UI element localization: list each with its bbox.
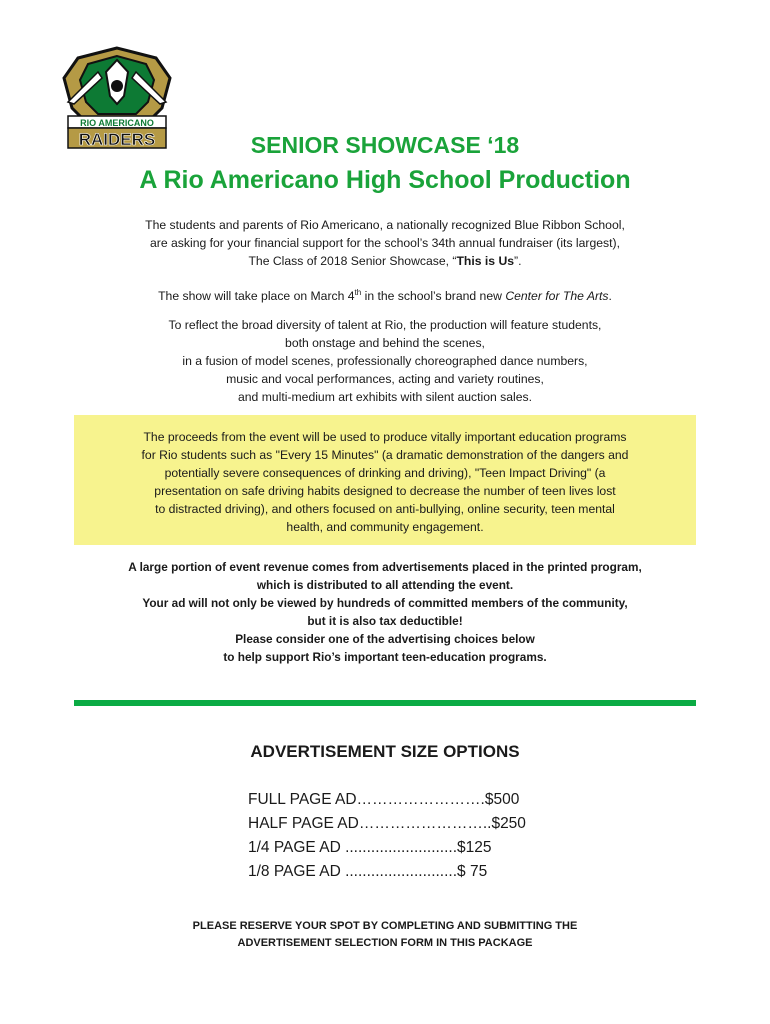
reserve-notice [0, 918, 770, 952]
page-title: SENIOR SHOWCASE ‘18 [250, 132, 520, 158]
intro-line: The students and parents of Rio Americano, a nationally recognized Blue Ribbon School, [145, 218, 625, 232]
proceeds-line: for Rio students such as "Every 15 Minutes" (a dramatic demonstration of the dangers and [141, 448, 629, 462]
ad-option-full-page: FULL PAGE AD…………………….$500 [248, 791, 520, 808]
ad-option-quarter-page: 1/4 PAGE AD ..........................$125 [248, 839, 492, 856]
proceeds-line: health, and community engagement. [286, 520, 484, 534]
show-date-paragraph: The show will take place on March 4th in the school’s brand new Center for The Arts. [158, 288, 612, 304]
reserve-notice-line: ADVERTISEMENT SELECTION FORM IN THIS PACKAGE [237, 937, 533, 949]
diversity-line: music and vocal performances, acting and variety routines, [226, 372, 544, 386]
logo-line1: RIO AMERICANO [80, 118, 154, 128]
revenue-line: but it is also tax deductible! [307, 614, 463, 628]
ad-option-half-page: HALF PAGE AD……………………..$250 [248, 815, 526, 832]
green-divider [74, 700, 696, 706]
ad-options-heading: ADVERTISEMENT SIZE OPTIONS [250, 742, 520, 761]
show-name: This is Us [456, 254, 515, 268]
revenue-line: which is distributed to all attending the event. [256, 578, 514, 592]
revenue-line: to help support Rio’s important teen-education programs. [223, 650, 547, 664]
intro-line: are asking for your financial support for the school’s 34th annual fundraiser (its largest), [150, 236, 620, 250]
page-subtitle: A Rio Americano High School Production [139, 166, 631, 194]
intro-paragraph [60, 216, 710, 270]
diversity-line: and multi-medium art exhibits with silent auction sales. [238, 390, 532, 404]
revenue-line: A large portion of event revenue comes from advertisements placed in the printed program, [128, 560, 642, 574]
revenue-line: Please consider one of the advertising choices below [235, 632, 535, 646]
logo-line2: RAIDERS [78, 130, 156, 149]
diversity-line: both onstage and behind the scenes, [285, 336, 485, 350]
diversity-line: To reflect the broad diversity of talent at Rio, the production will feature students, [168, 318, 602, 332]
reserve-notice-line: PLEASE RESERVE YOUR SPOT BY COMPLETING AND SUBMITTING THE [192, 920, 578, 932]
venue-name: Center for The Arts [505, 289, 609, 304]
revenue-paragraph [60, 558, 710, 666]
intro-line: The Class of 2018 Senior Showcase, “This is Us”. [248, 254, 522, 268]
diversity-line: in a fusion of model scenes, professionally choreographed dance numbers, [182, 354, 588, 368]
diversity-paragraph [60, 316, 710, 406]
proceeds-line: The proceeds from the event will be used to produce vitally important education programs [143, 430, 627, 444]
revenue-line: Your ad will not only be viewed by hundreds of committed members of the community, [142, 596, 628, 610]
proceeds-paragraph [74, 428, 696, 536]
proceeds-line: potentially severe consequences of drinking and driving), "Teen Impact Driving" (a [164, 466, 606, 480]
proceeds-line: presentation on safe driving habits designed to decrease the number of teen lives lost [154, 484, 616, 498]
ad-option-eighth-page: 1/8 PAGE AD ..........................$ 75 [248, 863, 488, 880]
ad-options-list [248, 788, 548, 884]
proceeds-line: to distracted driving), and others focused on anti-bullying, online security, teen mental [155, 502, 615, 516]
